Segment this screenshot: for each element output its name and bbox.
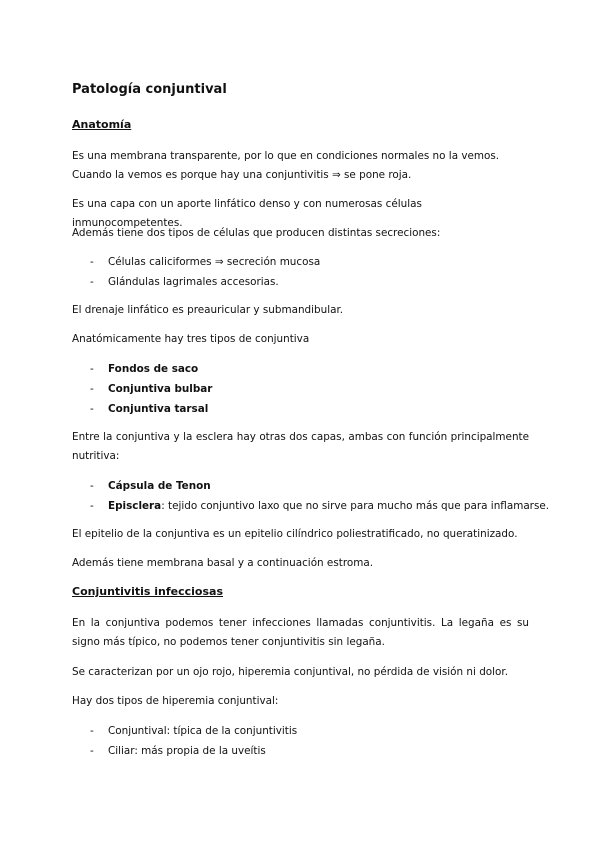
dash-marker: - (90, 363, 94, 375)
paragraph: Se caracterizan por un ojo rojo, hiperemia conjuntival, no pérdida de visión ni dolor. (72, 666, 509, 678)
paragraph: Hay dos tipos de hiperemia conjuntival: (72, 695, 279, 707)
dash-marker: - (90, 276, 94, 288)
paragraph: El epitelio de la conjuntiva es un epitelio cilíndrico poliestratificado, no queratinizado. (72, 528, 518, 540)
dash-marker: - (90, 745, 94, 757)
dash-marker: - (90, 500, 94, 512)
list-item: - Glándulas lagrimales accesorias. (72, 272, 529, 292)
list-item: - Ciliar: más propia de la uveítis (72, 741, 529, 761)
paragraph: Anatómicamente hay tres tipos de conjuntiva (72, 333, 310, 345)
dash-marker: - (90, 383, 94, 395)
dash-marker: - (90, 256, 94, 268)
dash-marker: - (90, 725, 94, 737)
list-capas (72, 476, 550, 516)
paragraph: Además tiene dos tipos de células que producen distintas secreciones: (72, 227, 441, 239)
list-item: - Conjuntiva bulbar (72, 379, 529, 399)
list-conjuntiva-types (72, 359, 529, 419)
paragraph: Es una membrana transparente, por lo que en condiciones normales no la vemos. Cuando la vemos es porque hay una conjuntivitis ⇒ se pone roja. (72, 150, 500, 181)
section-heading-conjuntivitis: Conjuntivitis infecciosas (72, 585, 224, 598)
list-item: - Conjuntival: típica de la conjuntivitis (72, 721, 529, 741)
paragraph: El drenaje linfático es preauricular y submandibular. (72, 304, 344, 316)
section-heading-anatomia: Anatomía (72, 118, 132, 131)
dash-marker: - (90, 480, 94, 492)
paragraph: En la conjuntiva podemos tener infecciones llamadas conjuntivitis. La legaña es su signo más típico, no podemos tener conjuntivitis sin legaña. (72, 617, 529, 648)
list-cell-types (72, 252, 529, 292)
paragraph: Es una capa con un aporte linfático denso y con numerosas células inmunocompetentes. (72, 198, 422, 229)
list-hiperemia-types (72, 721, 529, 761)
list-item: - Episclera: tejido conjuntivo laxo que no sirve para mucho más que para inflamarse. (72, 496, 529, 516)
list-item: - Cápsula de Tenon (72, 476, 529, 496)
dash-marker: - (90, 403, 94, 415)
list-item: - Fondos de saco (72, 359, 529, 379)
list-item: - Células caliciformes ⇒ secreción mucosa (72, 252, 529, 272)
paragraph: Además tiene membrana basal y a continuación estroma. (72, 557, 374, 569)
page-title: Patología conjuntival (72, 82, 227, 97)
list-item: - Conjuntiva tarsal (72, 399, 529, 419)
paragraph: Entre la conjuntiva y la esclera hay otras dos capas, ambas con función principalmente nutritiva: (72, 431, 529, 462)
